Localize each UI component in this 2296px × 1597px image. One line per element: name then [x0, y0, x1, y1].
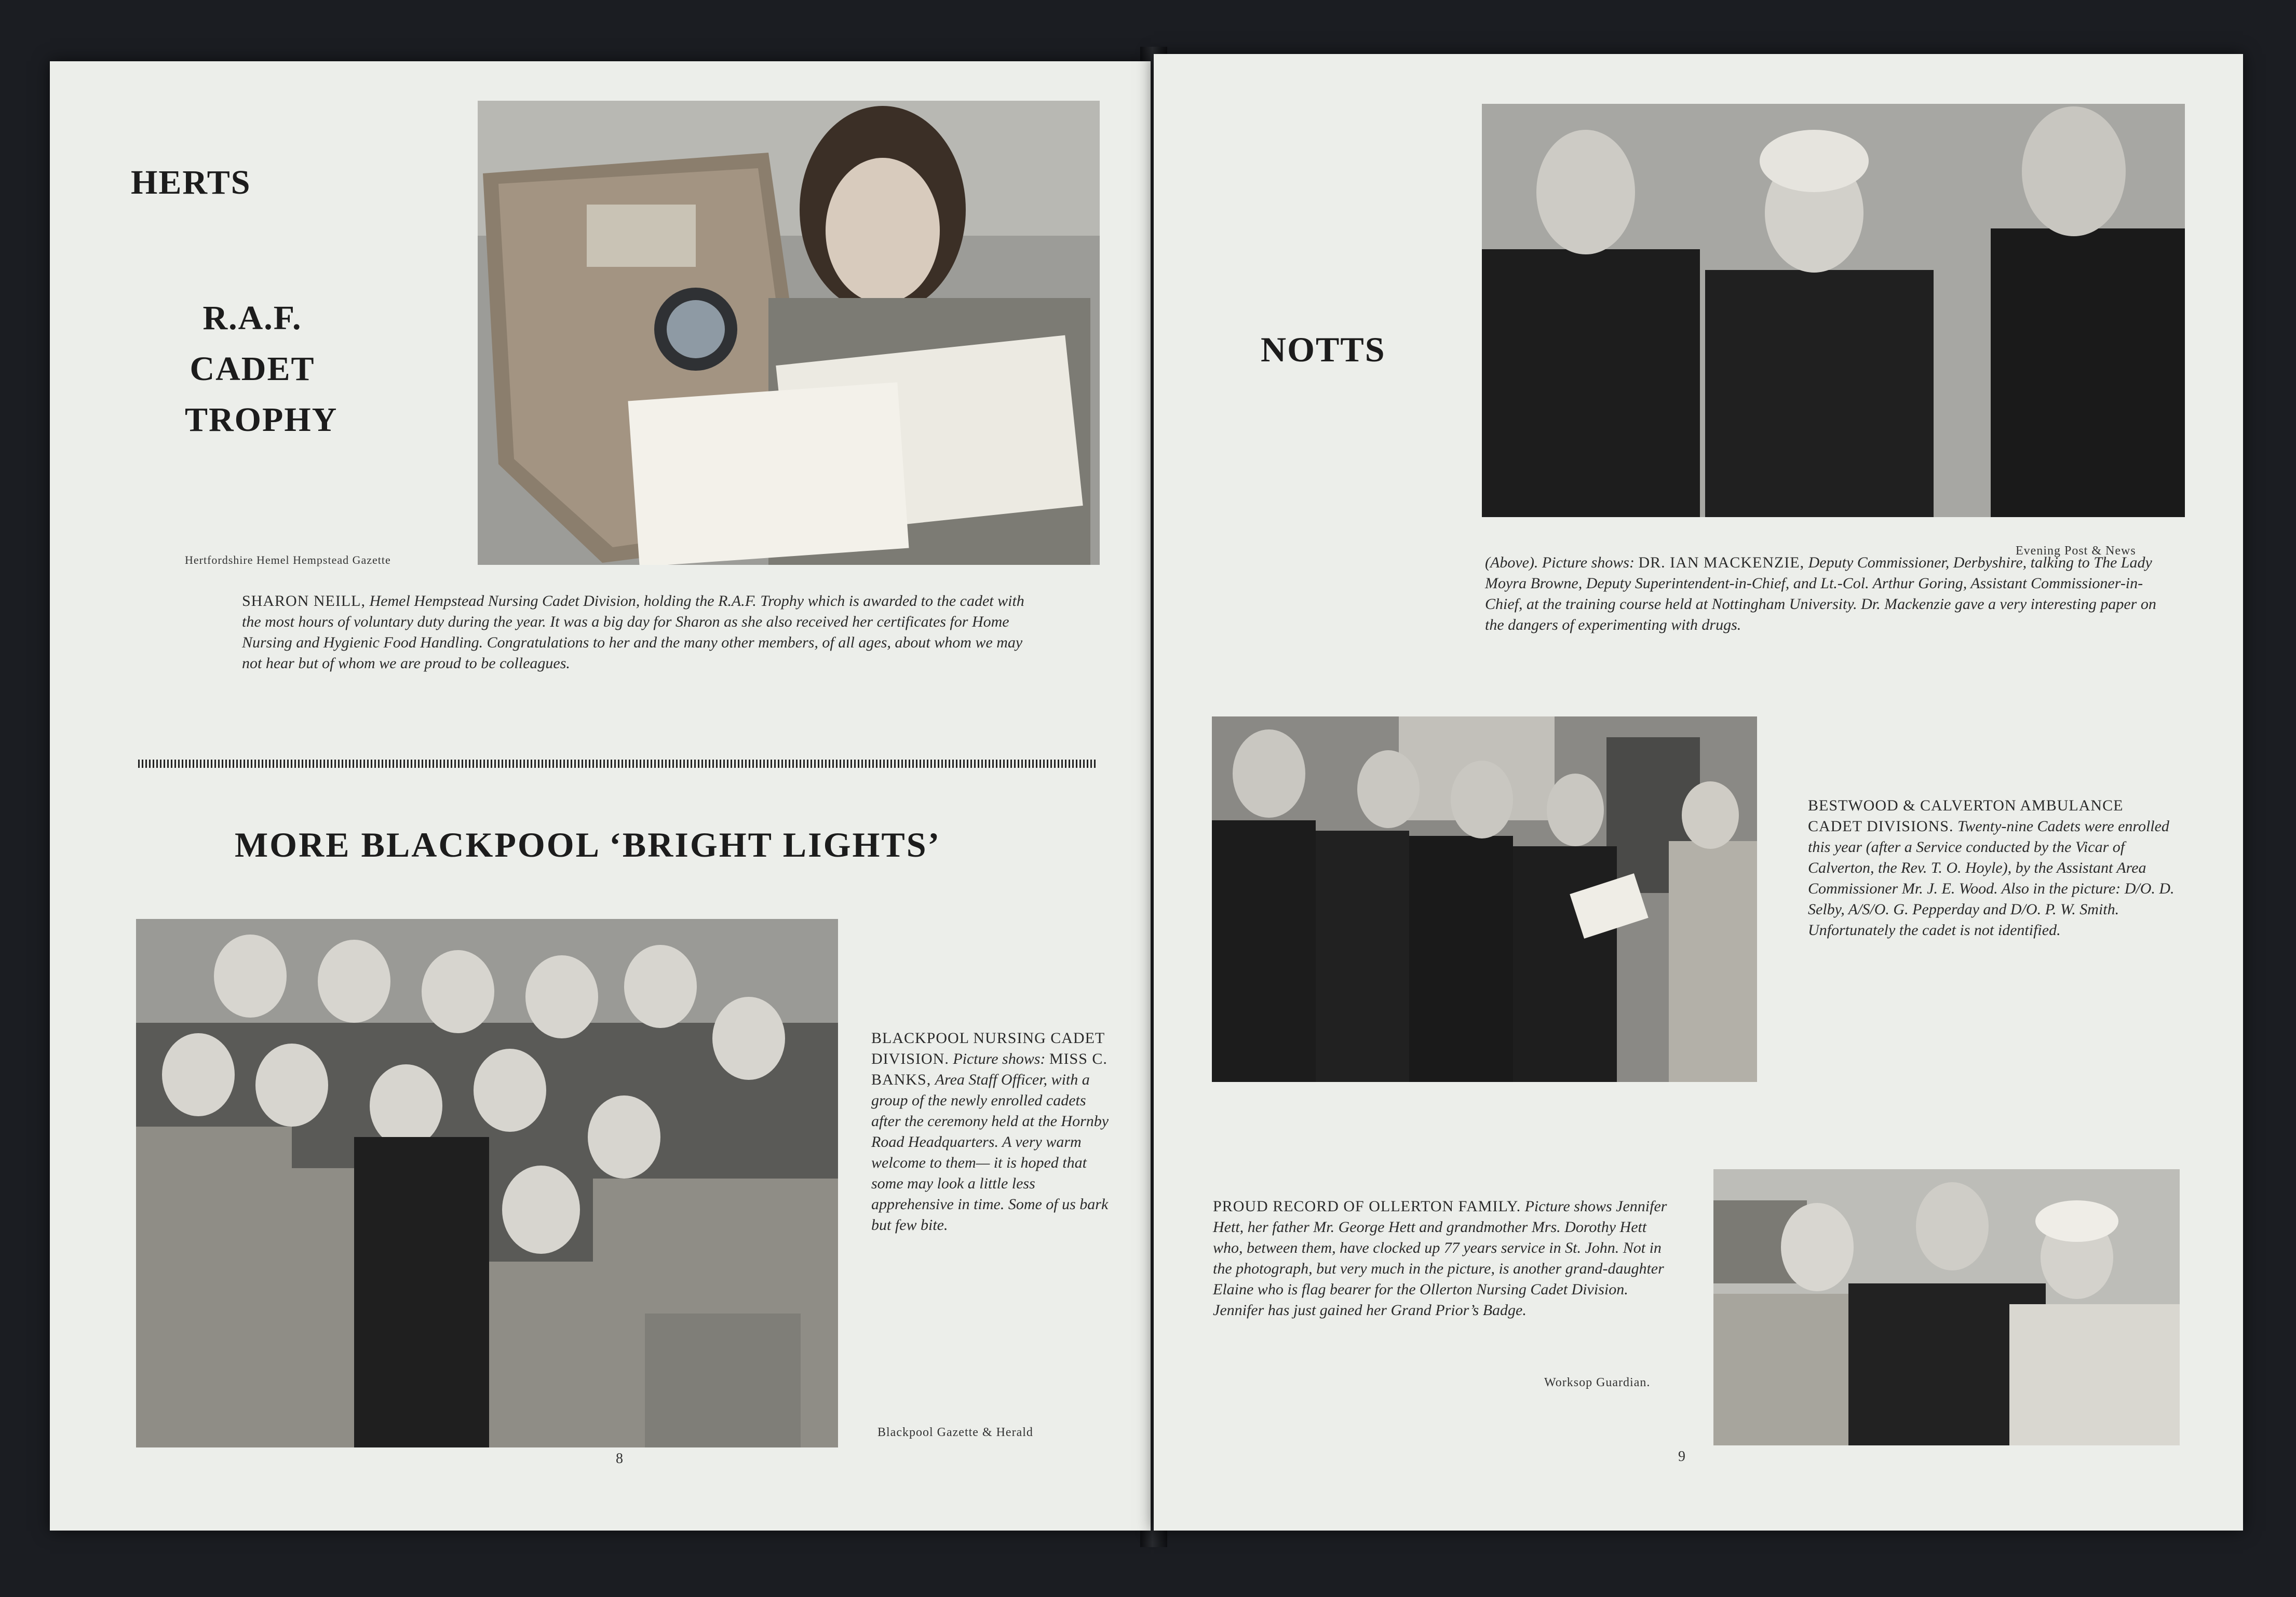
notts-caption-pre: (Above). Picture shows: [1485, 554, 1635, 571]
notts-caption-body: Deputy Commissioner, Derbyshire, talking to The Lady Moyra Browne, Deputy Superintendent-in-Chief, and Lt.-Col. Arthur Goring, Assistant Commissioner-in-Chief, at the training course held at Nottingham University. Dr. Mackenzie gave a very interesting paper on the dangers of experimenting with drugs. [1485, 554, 2156, 633]
notts-caption-name: DR. IAN MACKENZIE, [1638, 554, 1805, 571]
left-page [50, 61, 1151, 1531]
photo-hett-family [1713, 1169, 2180, 1445]
section-divider [138, 760, 1097, 768]
photo-bestwood-calverton-enrolment [1212, 716, 1757, 1082]
notts-photo-credit: Evening Post & News [2016, 544, 2136, 558]
trophy-caption-lead: SHARON NEILL, [242, 592, 366, 610]
photo-sharon-neill-trophy [478, 101, 1100, 565]
ollerton-caption [1213, 1196, 1680, 1321]
ollerton-caption-lead: PROUD RECORD OF OLLERTON FAMILY. [1213, 1198, 1521, 1215]
right-page [1154, 54, 2243, 1531]
trophy-photo-credit: Hertfordshire Hemel Hempstead Gazette [185, 553, 391, 566]
photo-notts-training-course [1482, 104, 2185, 517]
trophy-title-line-2: CADET [190, 350, 315, 388]
bestwood-caption-body: Twenty-nine Cadets were enrolled this year (after a Service conducted by the Vicar of Calverton, the Rev. T. O. Hoyle), by the Assistant Area Commissioner Mr. J. E. Wood. Also in the picture: D/O. D. Selby, A/S/O. G. Pepperday and D/O. P. W. Smith. Unfortunately the cadet is not identified. [1808, 818, 2175, 939]
trophy-title-line-3: TROPHY [185, 401, 338, 439]
page-number-right: 9 [1678, 1449, 1685, 1465]
bestwood-caption-lead: BESTWOOD & CALVERTON AMBULANCE CADET DIVISIONS. [1808, 797, 2124, 835]
trophy-caption-body: Hemel Hempstead Nursing Cadet Division, holding the R.A.F. Trophy which is awarded to the cadet with the most hours of voluntary duty during the year. It was a big day for Sharon as she also received her certificates for Home Nursing and Hygienic Food Handling. Congratulations to her and the many other members, of all ages, about whom we may not hear but of whom we are proud to be colleagues. [242, 592, 1024, 672]
page-number-left: 8 [616, 1451, 623, 1467]
trophy-caption [242, 591, 1031, 674]
blackpool-caption-lead: BLACKPOOL NURSING CADET DIVISION. [871, 1030, 1105, 1067]
ollerton-caption-body: Picture shows Jennifer Hett, her father Mr. George Hett and grandmother Mrs. Dorothy Hett who, between them, have clocked up 77 years service in St. John. Not in the photograph, but very much in the picture, is another grand-daughter Elaine who is flag bearer for the Ollerton Nursing Cadet Division. Jennifer has just gained her Grand Prior’s Badge. [1213, 1198, 1667, 1319]
blackpool-caption-pre: Picture shows: [953, 1050, 1046, 1067]
blackpool-caption-body: Area Staff Officer, with a group of the newly enrolled cadets after the ceremony held at the Hornby Road Headquarters. A very warm welcome to them— it is hoped that some may look a little less apprehensive in time. Some of us bark but few bite. [871, 1071, 1109, 1234]
blackpool-caption-name: MISS C. BANKS, [871, 1050, 1108, 1088]
trophy-title-line-1: R.A.F. [202, 299, 302, 337]
trophy-title [185, 293, 338, 445]
bestwood-caption [1808, 795, 2182, 941]
photo-blackpool-cadets [136, 919, 838, 1447]
herts-heading: HERTS [131, 164, 251, 201]
blackpool-photo-credit: Blackpool Gazette & Herald [877, 1426, 1033, 1439]
blackpool-caption [871, 1028, 1110, 1236]
blackpool-heading: MORE BLACKPOOL ‘BRIGHT LIGHTS’ [235, 825, 941, 864]
notts-heading: NOTTS [1261, 330, 1386, 369]
ollerton-photo-credit: Worksop Guardian. [1544, 1376, 1651, 1389]
notts-caption [1485, 552, 2170, 635]
